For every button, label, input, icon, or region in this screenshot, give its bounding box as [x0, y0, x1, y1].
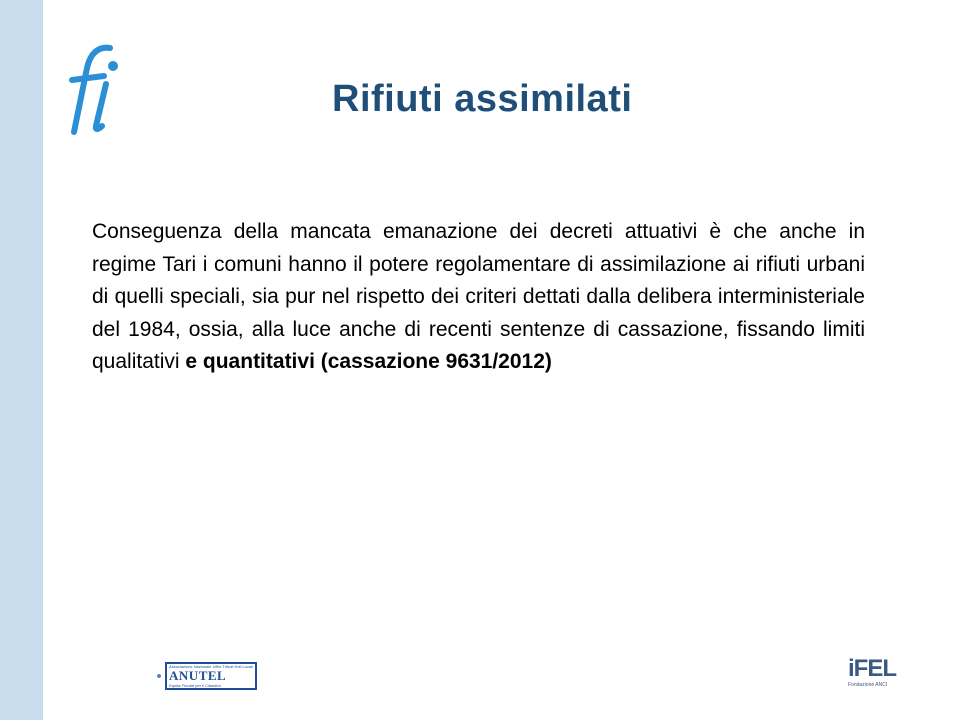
anutel-association-text: Associazione Nazionale Uffici Tributi Enti Locali	[169, 664, 253, 669]
left-decorative-band	[0, 0, 43, 720]
ifel-subtitle: Fondazione ANCI	[848, 682, 888, 688]
slide-title: Rifiuti assimilati	[332, 78, 633, 120]
anutel-wordmark	[165, 662, 257, 690]
anutel-logo	[157, 659, 257, 693]
ifel-logo	[848, 656, 896, 696]
body-text-regular: Conseguenza della mancata emanazione dei decreti attuativi è che anche in regime Tari i comuni hanno il potere regolamentare di assimilazione ai rifiuti urbani di quelli speciali, sia pur nel rispetto dei criteri dettati dalla delibera interministeriale del 1984, ossia, alla luce anche di recenti sentenze di cassazione, fissando limiti qualitativi	[92, 220, 865, 373]
anutel-tagline: Equità Fiscale per il Cittadino	[169, 683, 221, 688]
body-text-bold: e quantitativi (cassazione 9631/2012)	[185, 350, 552, 373]
fi-logo-icon	[58, 44, 128, 136]
slide-body-paragraph	[92, 216, 865, 379]
ifel-name: iFEL	[848, 655, 896, 682]
scales-of-justice-seal-icon	[157, 661, 161, 691]
anutel-name: ANUTEL	[169, 668, 227, 683]
